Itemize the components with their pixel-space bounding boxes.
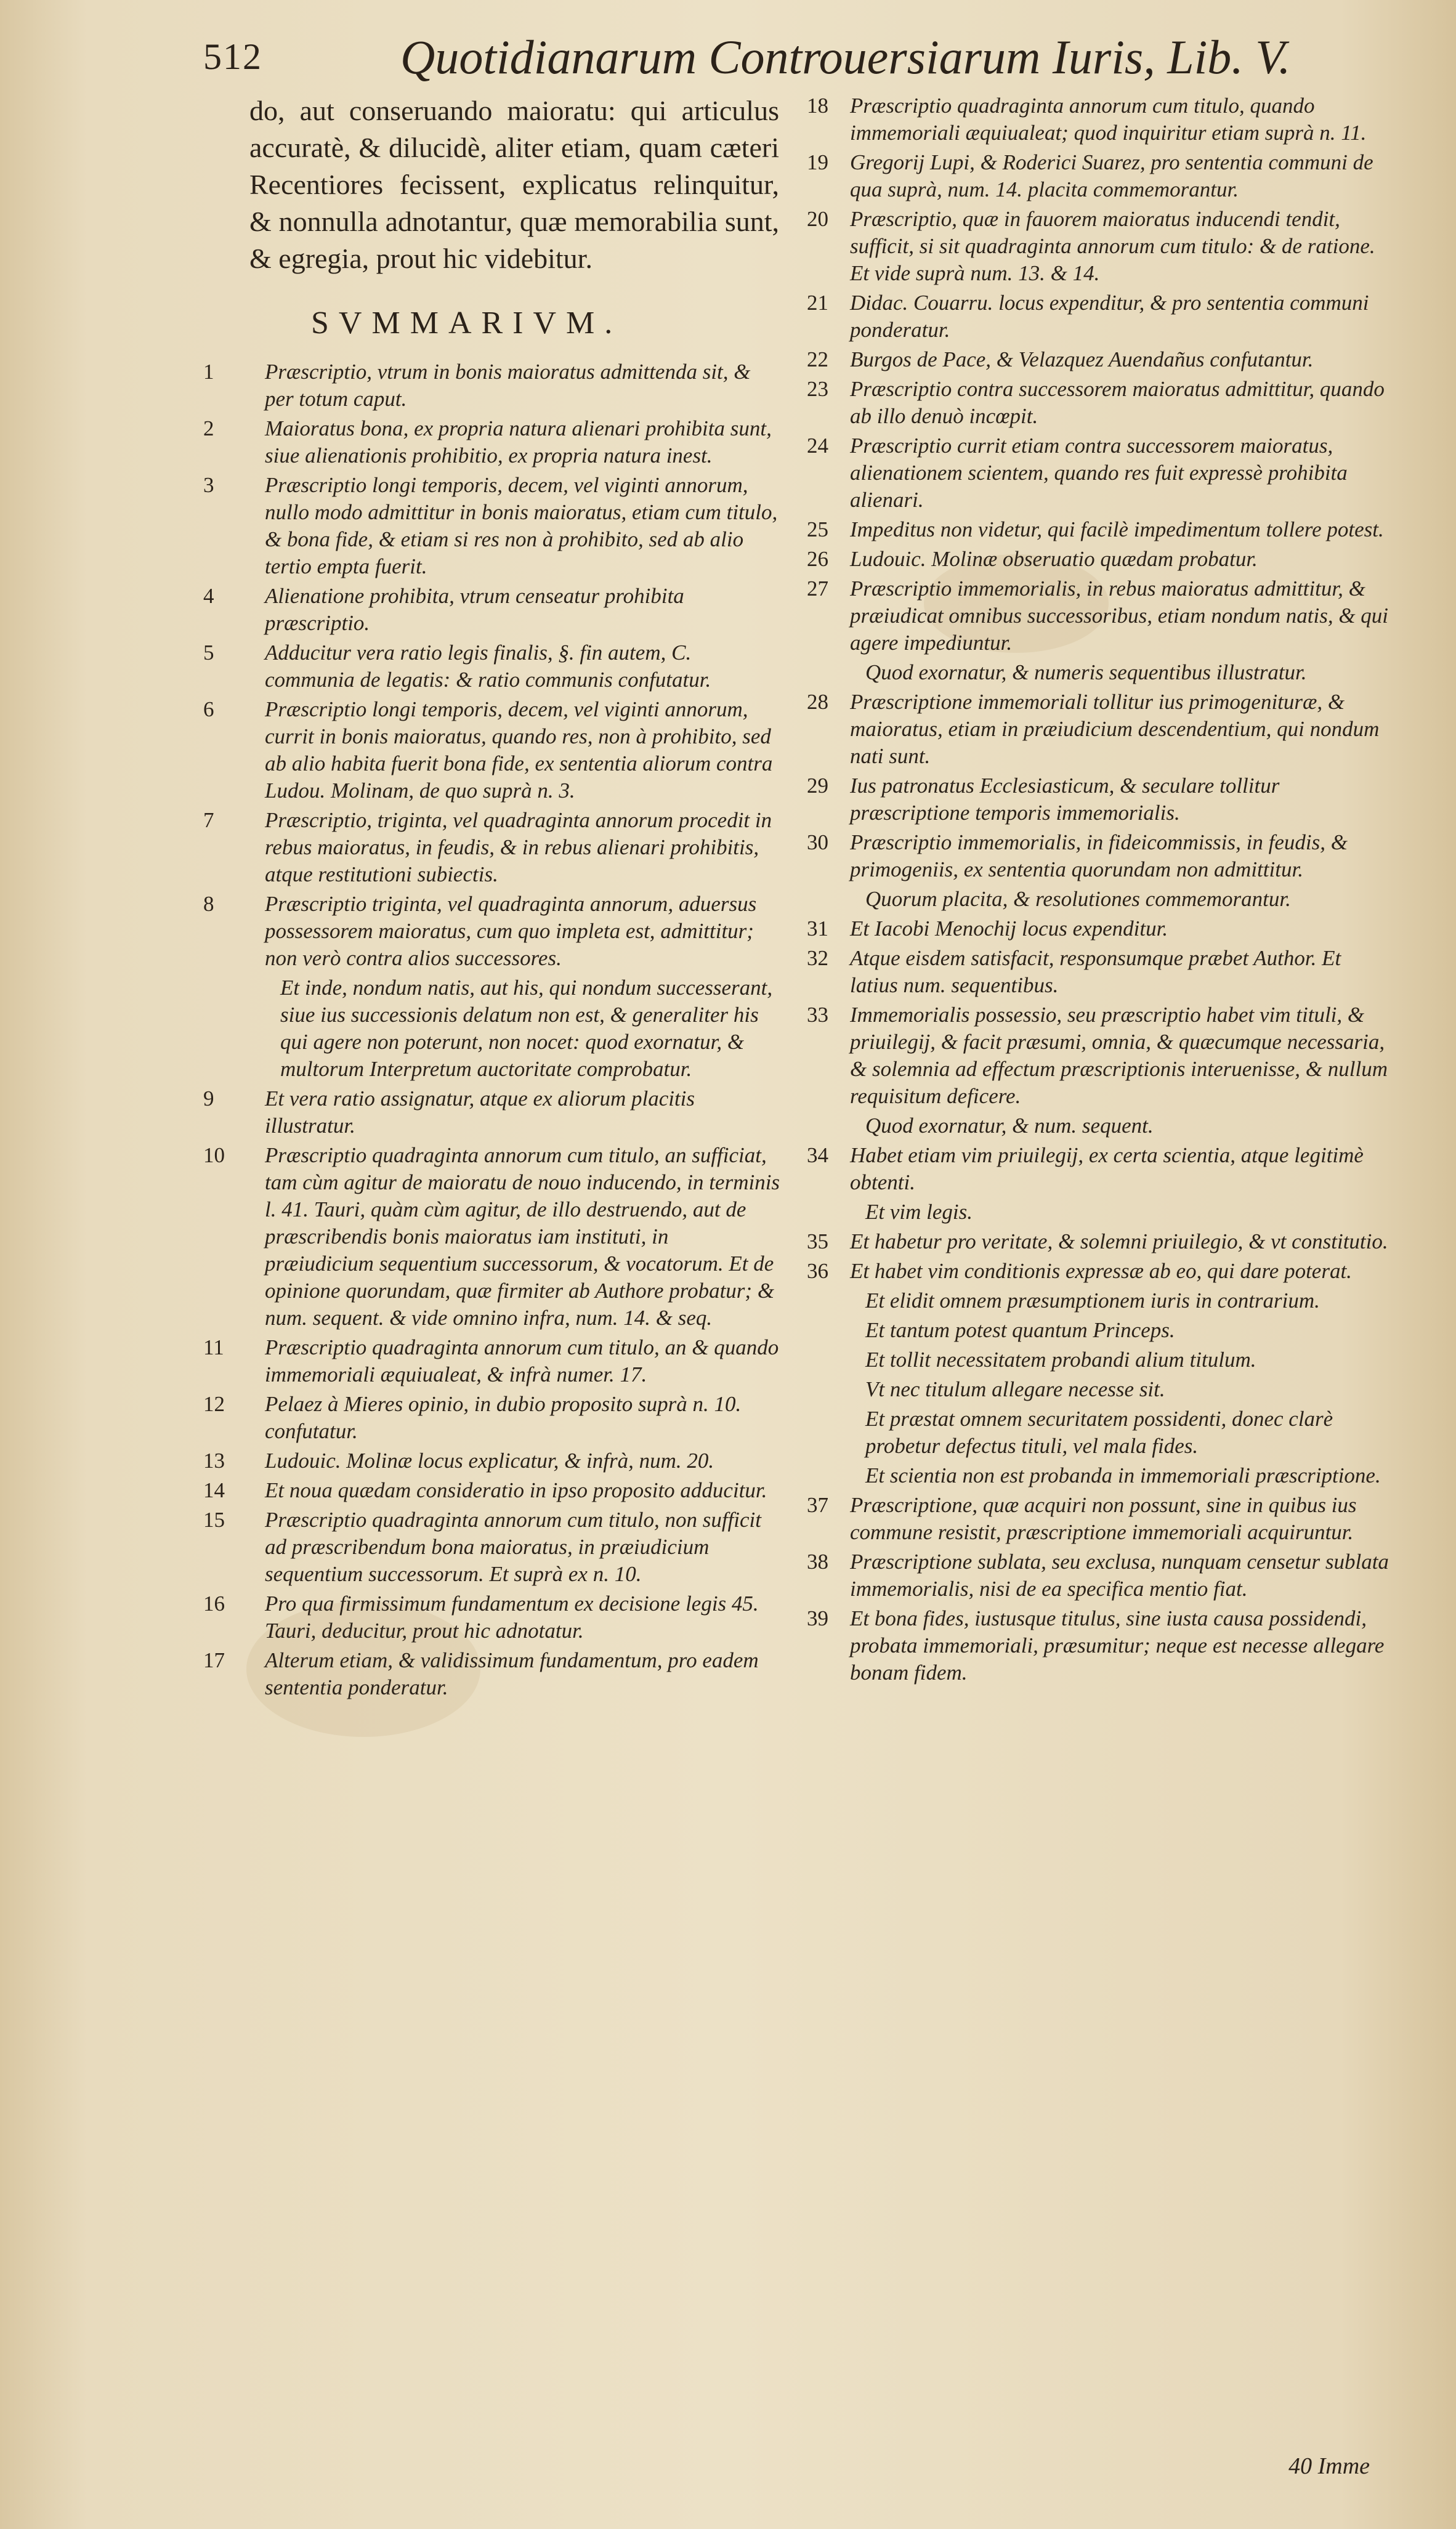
entry-number: 7 (203, 808, 214, 832)
summary-entry (807, 376, 1392, 430)
entry-number: 29 (807, 774, 828, 798)
entry-text: Et tollit necessitatem probandi alium titulum. (865, 1348, 1256, 1372)
entry-text: Alienatione prohibita, vtrum censeatur prohibita præscriptio. (265, 584, 684, 635)
summary-list-left (203, 358, 782, 1701)
summary-entry (807, 886, 1392, 913)
summary-entry (807, 92, 1392, 147)
entry-number: 6 (203, 697, 214, 721)
summary-entry (807, 1112, 1392, 1139)
summary-entry (807, 516, 1392, 543)
summary-entry (203, 1590, 782, 1645)
entry-number: 35 (807, 1229, 828, 1253)
entry-text: Et vim legis. (865, 1200, 973, 1224)
left-column (203, 92, 782, 1704)
summary-entry (203, 807, 782, 888)
entry-number: 32 (807, 946, 828, 970)
entry-text: Impeditus non videtur, qui facilè impedimentum tollere potest. (850, 517, 1384, 541)
entry-text: Ludouic. Molinæ locus explicatur, & infrà, num. 20. (265, 1449, 714, 1473)
entry-text: Præscriptio contra successorem maioratus admittitur, quando ab illo denuò incœpit. (850, 377, 1385, 428)
entry-text: Ius patronatus Ecclesiasticum, & seculare tollitur præscriptione temporis immemorialis. (850, 774, 1280, 825)
entry-text: Præscriptio triginta, vel quadraginta annorum, aduersus possessorem maioratus, cum quo impleta est, admittitur; non verò contra alios successores. (265, 892, 757, 970)
entry-text: Atque eisdem satisfacit, responsumque præbet Author. Et latius num. sequentibus. (850, 946, 1341, 997)
entry-number: 5 (203, 641, 214, 665)
right-column (807, 92, 1392, 1689)
entry-text: Et habet vim conditionis expressæ ab eo, qui dare poterat. (850, 1259, 1352, 1283)
summary-entry (807, 1199, 1392, 1226)
summary-entry (807, 546, 1392, 573)
summary-entry (807, 945, 1392, 999)
entry-number: 23 (807, 377, 828, 401)
entry-number: 17 (203, 1648, 225, 1672)
summary-entry (807, 289, 1392, 344)
entry-text: Gregorij Lupi, & Roderici Suarez, pro sententia communi de qua suprà, num. 14. placita commemorantur. (850, 150, 1373, 201)
entry-number: 13 (203, 1449, 225, 1473)
entry-number: 28 (807, 690, 828, 714)
entry-number: 1 (203, 360, 214, 384)
summary-entry (807, 149, 1392, 203)
entry-text: Burgos de Pace, & Velazquez Auendañus confutantur. (850, 347, 1314, 371)
summary-entry (807, 1605, 1392, 1686)
summary-entry (807, 432, 1392, 514)
summary-entry (807, 1346, 1392, 1374)
intro-paragraph: do, aut conseruando maioratu: qui articulus accuratè, & dilucidè, aliter etiam, quam cæteri Recentiores fecissent, explicatus relinquitur, & nonnulla adnotantur, quæ memorabilia sunt, & egregia, prout hic videbitur. (249, 95, 779, 274)
entry-text: Adducitur vera ratio legis finalis, §. fin autem, C. communia de legatis: & ratio communis confutatur. (265, 641, 711, 692)
entry-text: Præscriptio, quæ in fauorem maioratus inducendi tendit, sufficit, si sit quadraginta annorum cum titulo: & de ratione. Et vide suprà num. 13. & 14. (850, 207, 1375, 285)
entry-number: 11 (203, 1335, 224, 1359)
entry-number: 9 (203, 1086, 214, 1111)
entry-number: 8 (203, 892, 214, 916)
entry-number: 27 (807, 577, 828, 601)
entry-text: Pro qua firmissimum fundamentum ex decisione legis 45. Tauri, deducitur, prout hic adnotatur. (265, 1592, 759, 1643)
entry-text: Maioratus bona, ex propria natura alienari prohibita sunt, siue alienationis prohibitio, ex propria natura inest. (265, 416, 772, 467)
summary-entry (203, 696, 782, 804)
entry-number: 30 (807, 830, 828, 854)
summary-entry (807, 1462, 1392, 1489)
summary-entry (807, 1228, 1392, 1255)
summary-list-right (807, 92, 1392, 1686)
summary-entry (807, 915, 1392, 942)
entry-number: 31 (807, 917, 828, 941)
entry-text: Præscriptio, vtrum in bonis maioratus admittenda sit, & per totum caput. (265, 360, 751, 411)
entry-number: 2 (203, 416, 214, 440)
entry-text: Alterum etiam, & validissimum fundamentum, pro eadem sententia ponderatur. (265, 1648, 759, 1699)
summary-entry (203, 472, 782, 580)
summary-entry (203, 415, 782, 469)
entry-number: 39 (807, 1606, 828, 1630)
summary-entry (203, 1507, 782, 1588)
summary-entry (807, 829, 1392, 883)
entry-text: Et scientia non est probanda in immemoriali præscriptione. (865, 1463, 1381, 1487)
summary-entry (807, 659, 1392, 686)
summary-entry (807, 1317, 1392, 1344)
summary-entry (203, 358, 782, 413)
entry-text: Præscriptio immemorialis, in fideicommissis, in feudis, & primogeniis, ex sententia quorundam non admittitur. (850, 830, 1348, 881)
entry-number: 20 (807, 207, 828, 231)
entry-text: Præscriptio currit etiam contra successorem maioratus, alienationem scientem, quando res fuit expressè prohibita alienari. (850, 434, 1348, 512)
entry-number: 12 (203, 1392, 225, 1416)
summary-entry (203, 974, 782, 1083)
entry-text: Didac. Couarru. locus expenditur, & pro sententia communi ponderatur. (850, 291, 1369, 342)
catchword: 40 Imme (1288, 2453, 1370, 2479)
summary-entry (203, 891, 782, 972)
entry-text: Præscriptio, triginta, vel quadraginta annorum procedit in rebus maioratus, in feudis, & in rebus alienari prohibitis, atque restitutioni subiectis. (265, 808, 772, 886)
entry-text: Præscriptio longi temporis, decem, vel viginti annorum, currit in bonis maioratus, quando res, non à prohibito, sed ab alio habita fuerit bona fide, ex sententia aliorum contra Ludou. Molinam, de quo suprà n. 3. (265, 697, 773, 803)
summary-entry (807, 1376, 1392, 1403)
summary-entry (807, 1406, 1392, 1460)
entry-number: 15 (203, 1508, 225, 1532)
entry-number: 25 (807, 517, 828, 541)
summary-entry (807, 1548, 1392, 1603)
entry-text: Quod exornatur, & numeris sequentibus illustratur. (865, 660, 1307, 684)
running-title: Quotidianarum Controuersiarum Iuris, Lib. V. (400, 30, 1291, 84)
summary-entry (203, 583, 782, 637)
page-number: 512 (203, 36, 262, 77)
entry-text: Præscriptione immemoriali tollitur ius primogenituræ, & maioratus, etiam in præiudicium descendentium, qui nondum nati sunt. (850, 690, 1380, 768)
entry-number: 24 (807, 434, 828, 458)
summary-entry (203, 639, 782, 694)
summary-entry (807, 206, 1392, 287)
entry-text: Præscriptio quadraginta annorum cum titulo, non sufficit ad præscribendum bona maioratus, in præiudicium sequentium successorum. Et suprà ex n. 10. (265, 1508, 761, 1586)
entry-text: Vt nec titulum allegare necesse sit. (865, 1377, 1165, 1401)
entry-number: 36 (807, 1259, 828, 1283)
entry-number: 14 (203, 1478, 225, 1502)
entry-text: Præscriptio longi temporis, decem, vel viginti annorum, nullo modo admittitur in bonis maioratus, etiam cum titulo, & bona fide, & etiam si res non à prohibito, sed ab alio tertio empta fuerit. (265, 473, 778, 578)
entry-text: Præscriptio quadraginta annorum cum titulo, an & quando immemoriali æquiualeat, & infrà numer. 17. (265, 1335, 779, 1386)
entry-text: Ludouic. Molinæ obseruatio quædam probatur. (850, 547, 1258, 571)
entry-text: Et elidit omnem præsumptionem iuris in contrarium. (865, 1289, 1320, 1313)
entry-text: Præscriptio quadraginta annorum cum titulo, an sufficiat, tam cùm agitur de maioratu de nouo inducendo, in terminis l. 41. Tauri, quàm cùm agitur, de illo destruendo, aut de præscribendis bonis maioratus iam instituti, in præiudicium sequentium successorum, & vocatorum. Et de opinione quorundam, quæ firmiter ab Authore probatur; & num. sequent. & vide omnino infra, num. 14. & seq. (265, 1143, 780, 1330)
summary-entry (203, 1334, 782, 1388)
entry-number: 3 (203, 473, 214, 497)
entry-text: Et Iacobi Menochij locus expenditur. (850, 917, 1168, 941)
summary-entry (807, 689, 1392, 770)
summary-entry (807, 772, 1392, 827)
entry-number: 19 (807, 150, 828, 174)
summary-entry (807, 1287, 1392, 1314)
summary-entry (203, 1647, 782, 1701)
entry-number: 21 (807, 291, 828, 315)
entry-text: Et inde, nondum natis, aut his, qui nondum successerant, siue ius successionis delatum non est, & generaliter his qui agere non poterunt, non nocet: quod exornatur, & multorum Interpretum auctoritate comprobatur. (280, 976, 773, 1081)
entry-number: 4 (203, 584, 214, 608)
summary-entry (203, 1391, 782, 1445)
entry-text: Pelaez à Mieres opinio, in dubio proposito suprà n. 10. confutatur. (265, 1392, 742, 1443)
entry-text: Et noua quædam consideratio in ipso proposito adducitur. (265, 1478, 767, 1502)
summary-entry (203, 1142, 782, 1332)
summary-entry (807, 1142, 1392, 1196)
entry-text: Præscriptio quadraginta annorum cum titulo, quando immemoriali æquiualeat; quod inquiritur etiam suprà n. 11. (850, 94, 1367, 145)
entry-text: Præscriptione, quæ acquiri non possunt, sine in quibus ius commune resistit, præscriptione immemoriali acquiruntur. (850, 1493, 1357, 1544)
entry-text: Præscriptione sublata, seu exclusa, nunquam censetur sublata immemorialis, nisi de ea specifica mentio fiat. (850, 1550, 1389, 1601)
entry-text: Et bona fides, iustusque titulus, sine iusta causa possidendi, probata immemoriali, præsumitur; neque est necesse allegare bonam fidem. (850, 1606, 1385, 1685)
summary-entry (807, 575, 1392, 657)
entry-text: Et vera ratio assignatur, atque ex aliorum placitis illustratur. (265, 1086, 695, 1138)
entry-text: Et præstat omnem securitatem possidenti, donec clarè probetur defectus tituli, vel mala fides. (865, 1407, 1333, 1458)
summary-entry (203, 1477, 782, 1504)
summary-entry (203, 1447, 782, 1475)
summary-entry (807, 1258, 1392, 1285)
entry-text: Habet etiam vim priuilegij, ex certa scientia, atque legitimè obtenti. (850, 1143, 1364, 1194)
entry-number: 26 (807, 547, 828, 571)
entry-number: 38 (807, 1550, 828, 1574)
entry-text: Quod exornatur, & num. sequent. (865, 1114, 1154, 1138)
summary-heading: SVMMARIVM. (311, 306, 623, 341)
entry-number: 10 (203, 1143, 225, 1167)
summary-entry (807, 346, 1392, 373)
entry-number: 33 (807, 1003, 828, 1027)
summary-entry (807, 1001, 1392, 1110)
entry-text: Immemorialis possessio, seu præscriptio habet vim tituli, & priuilegij, & facit præsumi, omnia, & quæcumque necessaria, & solemnia ad effectum præscriptionis interuenisse, & nullum requisitum deficere. (850, 1003, 1388, 1108)
summary-entry (203, 1085, 782, 1139)
summary-entry (807, 1492, 1392, 1546)
entry-number: 34 (807, 1143, 828, 1167)
entry-text: Et tantum potest quantum Princeps. (865, 1318, 1175, 1342)
entry-number: 16 (203, 1592, 225, 1616)
entry-text: Et habetur pro veritate, & solemni priuilegio, & vt constitutio. (850, 1229, 1388, 1253)
entry-text: Præscriptio immemorialis, in rebus maioratus admittitur, & præiudicat omnibus successoribus, etiam nondum natis, & qui agere impediuntur. (850, 577, 1389, 655)
entry-number: 22 (807, 347, 828, 371)
entry-number: 18 (807, 94, 828, 118)
entry-text: Quorum placita, & resolutiones commemorantur. (865, 887, 1291, 911)
entry-number: 37 (807, 1493, 828, 1517)
